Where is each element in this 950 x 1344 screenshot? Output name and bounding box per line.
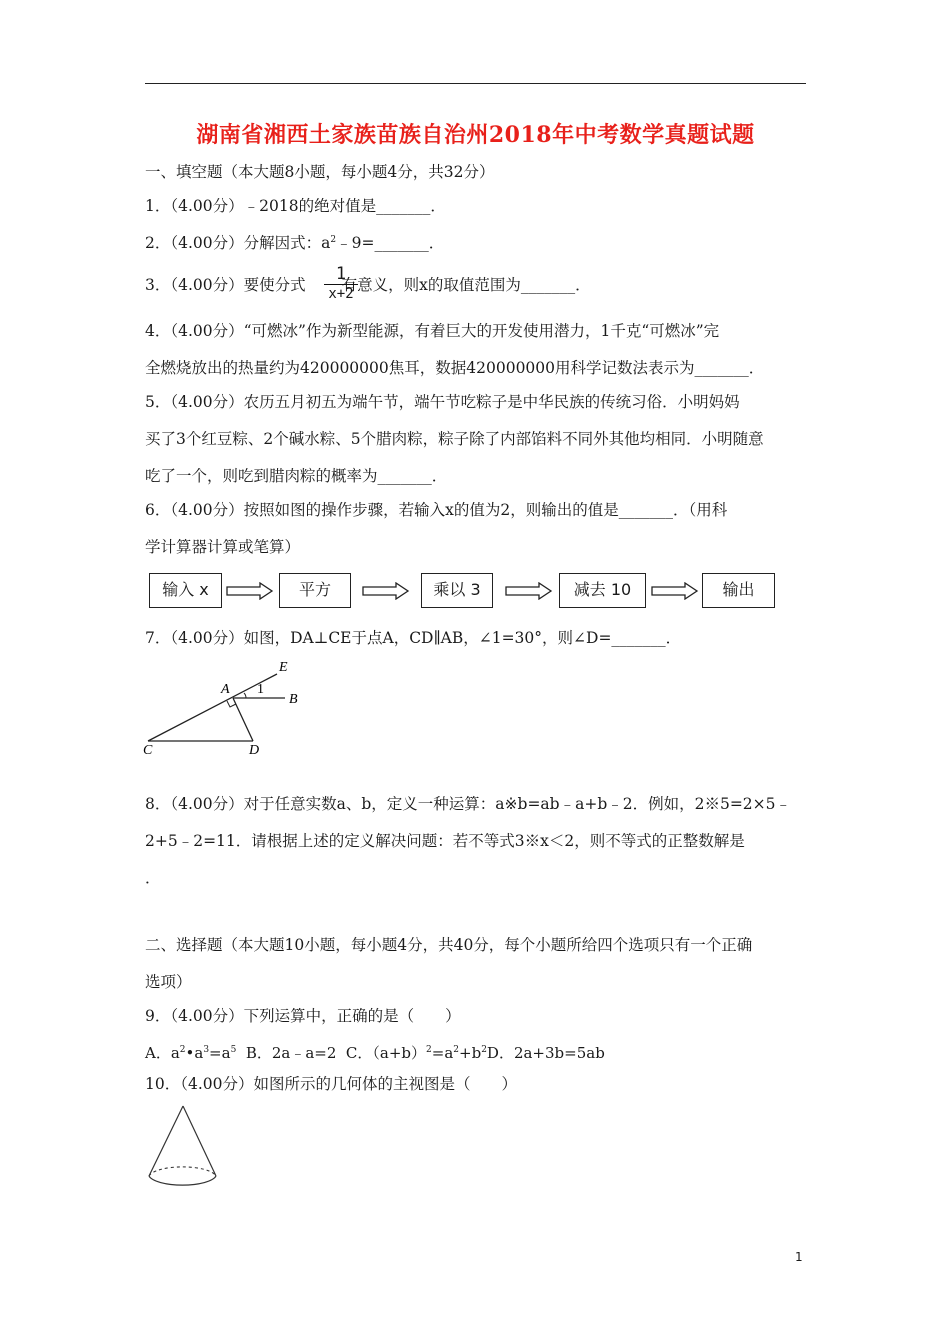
label-e: E xyxy=(279,660,288,675)
flow-arrow-3 xyxy=(505,582,553,600)
label-d: D xyxy=(249,743,260,758)
question-10: 10．（4.00分）如图所示的几何体的主视图是（ ） xyxy=(145,1075,517,1093)
opt-a-1-exp: 2 xyxy=(179,1045,186,1055)
q10-cone-figure xyxy=(140,1100,230,1195)
flow-box-output: 输出 xyxy=(702,573,775,608)
opt-a-3-exp: 5 xyxy=(230,1045,237,1055)
angle-1-arc xyxy=(244,693,246,698)
question-8-line-1: 8．（4.00分）对于任意实数a、b，定义一种运算：a※b=ab﹣a+b﹣2．例如，2※5=2×5﹣ xyxy=(145,795,792,813)
question-4-line-2: 全燃烧放出的热量约为420000000焦耳，数据420000000用科学记数法表示为_______． xyxy=(145,359,765,377)
question-8-line-3: ． xyxy=(145,869,161,887)
opt-a-2-exp: 3 xyxy=(203,1045,210,1055)
cone-base-front xyxy=(149,1176,216,1185)
label-b: B xyxy=(289,692,298,707)
page-title: 湖南省湘西土家族苗族自治州2018年中考数学真题试题 xyxy=(196,122,755,148)
opt-c-2: =a xyxy=(431,1044,454,1062)
q2-text-a: 2．（4.00分）分解因式：a xyxy=(145,234,331,253)
q3-fraction-denominator: x+2 xyxy=(328,286,354,302)
question-2 xyxy=(145,229,810,254)
question-6-line-1: 6．（4.00分）按照如图的操作步骤，若输入x的值为2，则输出的值是_______．（用科 xyxy=(145,501,728,519)
opt-c-exp: 2 xyxy=(426,1045,432,1055)
flow-box-subtract: 减去 10 xyxy=(559,573,646,608)
question-8-line-2: 2+5﹣2=11．请根据上述的定义解决问题：若不等式3※x＜2，则不等式的正整数解是 xyxy=(145,832,745,850)
question-5-line-1: 5．（4.00分）农历五月初五为端午节，端午节吃粽子是中华民族的传统习俗．小明妈妈 xyxy=(145,393,740,411)
q3-text-b: 有意义，则x的取值范围为_______． xyxy=(341,276,591,294)
opt-d: D．2a+3b=5ab xyxy=(486,1044,605,1062)
q2-exponent: 2 xyxy=(330,235,337,245)
opt-a-1: A．a xyxy=(145,1044,180,1062)
q3-fraction xyxy=(324,265,358,302)
q3-fraction-bar xyxy=(324,284,358,285)
flow-arrow-1 xyxy=(226,582,274,600)
q3-text-a: 3．（4.00分）要使分式 xyxy=(145,276,306,294)
question-5-line-2: 买了3个红豆粽、2个碱水粽、5个腊肉粽，粽子除了内部馅料不同外其他均相同．小明随意 xyxy=(145,430,764,448)
question-3 xyxy=(145,274,810,296)
cone-right-edge xyxy=(183,1106,216,1176)
flow-box-input: 输入 x xyxy=(149,573,222,608)
question-6-line-2: 学计算器计算或笔算） xyxy=(145,538,301,556)
cone-base-back xyxy=(149,1167,216,1176)
question-4-line-1: 4．（4.00分）“可燃冰”作为新型能源，有着巨大的开发使用潜力，1千克“可燃冰”完 xyxy=(145,322,720,340)
question-1: 1．（4.00分）﹣2018的绝对值是_______． xyxy=(145,197,446,215)
section-2-heading-line-1: 二、选择题（本大题10小题，每小题4分，共40分，每个小题所给四个选项只有一个正确 xyxy=(145,936,753,954)
opt-c-3: +b xyxy=(459,1044,482,1062)
question-5-line-3: 吃了一个，则吃到腊肉粽的概率为_______． xyxy=(145,467,448,485)
section-1-heading: 一、填空题（本大题8小题，每小题4分，共32分） xyxy=(145,163,495,181)
q2-text-b: ﹣9=_______． xyxy=(336,234,445,253)
flow-arrow-2 xyxy=(362,582,410,600)
section-2-heading-line-2: 选项） xyxy=(145,973,192,991)
cone-left-edge xyxy=(149,1106,183,1176)
opt-a-3: =a xyxy=(209,1044,231,1062)
q7-figure xyxy=(140,655,310,760)
question-9: 9．（4.00分）下列运算中，正确的是（ ） xyxy=(145,1007,461,1025)
flow-box-multiply: 乘以 3 xyxy=(421,573,493,608)
flow-arrow-4 xyxy=(651,582,699,600)
top-rule xyxy=(145,83,806,84)
label-angle-1: 1 xyxy=(257,682,264,697)
label-a: A xyxy=(221,682,230,697)
flow-box-square: 平方 xyxy=(279,573,351,608)
page-number: 1 xyxy=(795,1250,803,1264)
question-7: 7．（4.00分）如图，DA⊥CE于点A，CD∥AB，∠1=30°，则∠D=_______． xyxy=(145,629,682,647)
opt-c-3-exp: 2 xyxy=(481,1045,487,1055)
opt-c-2-exp: 2 xyxy=(453,1045,460,1055)
q3-fraction-numerator: 1 xyxy=(335,264,347,284)
opt-b-c: B．2a﹣a=2 C．（a+b） xyxy=(236,1044,427,1062)
question-9-options xyxy=(145,1039,810,1064)
label-c: C xyxy=(143,743,153,758)
opt-a-2: •a xyxy=(185,1044,204,1062)
